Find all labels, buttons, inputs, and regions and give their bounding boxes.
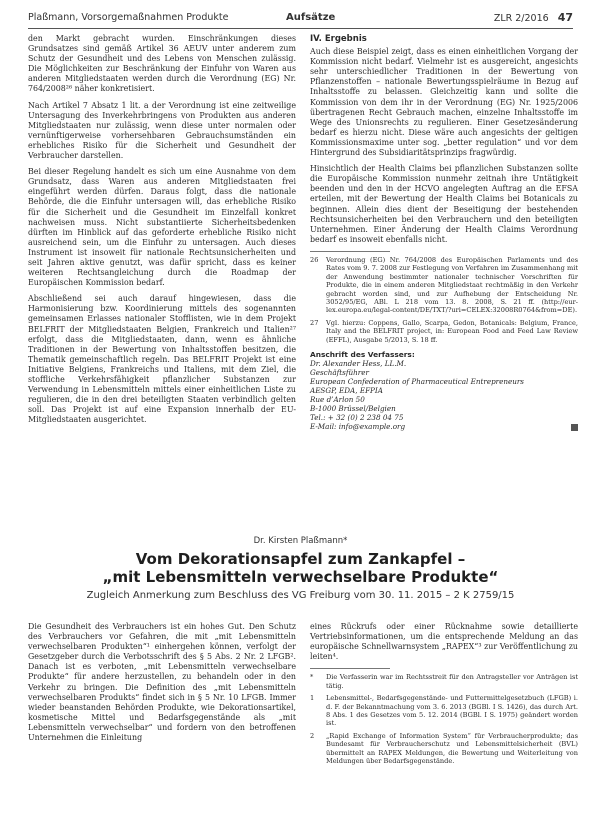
article-subtitle: Zugleich Anmerkung zum Beschluss des VG Freiburg vom 30. 11. 2015 – 2 K 2759/15 xyxy=(86,590,515,601)
footnote-star: * Die Verfasserin war im Rechtsstreit für den Antragsteller vor Anträgen ist tätig. xyxy=(310,673,578,690)
end-of-article-marker xyxy=(571,424,578,431)
address-line: AESGP, EDA, EFPIA xyxy=(310,385,383,395)
address-line: Rue d’Arlon 50 xyxy=(310,394,365,404)
article-title-line-2: „mit Lebensmitteln verwechselbare Produkte“ xyxy=(102,568,499,586)
page-number: 47 xyxy=(557,11,573,24)
address-line: Geschäftsführer xyxy=(310,367,369,377)
paragraph: eines Rückrufs oder einer Rücknahme sowie detaillierte Vertriebsinformationen, um die entsprechende Meldung an das europäische Schnellwarnsystem „RAPEX“³ zur Veröffentlichung zu leiten⁴. xyxy=(310,622,578,662)
article-title-line-1: Vom Dekorationsapfel zum Zankapfel – xyxy=(135,550,466,568)
paragraph: Bei dieser Regelung handelt es sich um eine Ausnahme von dem Grundsatz, dass Waren aus anderen Mitgliedstaaten frei eingeführt werden dürfen. Daraus folgt, dass die nationale Behörde, die die Einfuhr untersagen will, das erhebliche Risiko für die Sicherheit und die Gesundheit im Einzelfall konkret nachweisen muss. Nicht substantiierte Sicherheitsbedenken dürften im Hinblick auf das geforderte erhebliche Risiko nicht ausreichend sein, um die Einfuhr zu untersagen. Auch dieses Instrument ist insoweit für nationale Rechtsunsicherheiten und seit Jahren aktive genutzt, was dafür spricht, dass es keiner weiteren Rechtsangleichung durch die Roadmap der Europäischen Kommission bedarf. xyxy=(28,167,296,288)
paragraph: Abschließend sei auch darauf hingewiesen, dass die Harmonisierung bzw. Koordinierung mittels des sogenannten gemeinsamen Erlasses nationaler Stofflisten, wie in dem Projekt BELFRIT der Mitgliedstaaten Belgien, Frankreich und Italien²⁷ erfolgt, dass die Mitgliedstaaten, dann, wenn es ähnliche Traditionen in der Bewertung von Inhaltsstoffen besitzen, die Thematik gemeinschaftlich regeln. Das BELFRIT Projekt ist eine Initiative Belgiens, Frankreichs und Italiens, mit dem Ziel, die stoffliche Verkehrsfähigkeit pflanzlicher Substanzen zur Verwendung in Lebensmitteln mittels einer einheitlichen Liste zu regulieren, die in den drei beteiligten Staaten verbindlich gelten soll. Das Projekt ist auf eine Expansion innerhalb der EU-Mitgliedstaaten ausgerichtet. xyxy=(28,294,296,425)
author-address xyxy=(310,350,578,431)
column-1-upper xyxy=(28,34,296,431)
article-header xyxy=(28,536,573,601)
section-heading: IV. Ergebnis xyxy=(310,34,367,44)
address-line: B-1000 Brüssel/Belgien xyxy=(310,403,396,413)
paragraph: Nach Artikel 7 Absatz 1 lit. a der Verordnung ist eine zeitweilige Untersagung des Inverkehrbringens von Produkten aus anderen Mitgliedstaaten nur zulässig, wenn diese unter normalen oder vernünftigerweise vorhersehbaren Gebrauchsumständen ein erhebliches Risiko für die Sicherheit und Gesundheit der Verbraucher darstellen. xyxy=(28,100,296,161)
paragraph: Hinsichtlich der Health Claims bei pflanzlichen Substanzen sollte die Europäische Kommission nunmehr zeitnah ihre Untätigkeit beenden und den in der HCVO angelegten Auftrag an die EFSA erteilen, mit der Bewertung der Health Claims bei Botanicals zu beginnen. Allein dies dient der Beseitigung der bestehenden Rechtsunsicherheiten bei den Verbrauchern und den beteiligten Unternehmen. Einer Änderung der Health Claims Verordnung bedarf es insoweit ebenfalls nicht. xyxy=(310,164,578,244)
running-header xyxy=(28,6,573,29)
footnote-27: 27 Vgl. hierzu: Coppens, Gallo, Scarpa, Gedon, Botanicals: Belgium, France, Italy and the BELFRIT project, in: European Food and Feed Law Review (EFFL), Ausgabe 5/2013, S. 18 ff. xyxy=(310,318,578,344)
column-2-lower xyxy=(310,622,578,769)
footnote-1: 1 Lebensmittel-, Bedarfsgegenstände- und Futtermittelgesetzbuch (LFGB) i. d. F. der Bekanntmachung vom 3. 6. 2013 (BGBl. I S. 1426), das durch Art. 8 Abs. 1 des Gesetzes vom 5. 12. 2014 (BGBl. I S. 1975) geändert worden ist. xyxy=(310,694,578,728)
footnote-2: 2 „Rapid Exchange of Information System“ für Verbraucherprodukte; das Bundesamt für Verbraucherschutz und Lebensmittelsicherheit (BVL) übermittelt an RAPEX Meldungen, die Bewertung und Weiterleitung von Meldungen über Bedarfsgegenstände. xyxy=(310,731,578,766)
article-author: Dr. Kirsten Plaßmann* xyxy=(253,536,348,546)
header-issue: ZLR 2/2016 xyxy=(493,13,549,24)
footnote-divider xyxy=(310,668,390,669)
paragraph: Auch diese Beispiel zeigt, dass es einen einheitlichen Vorgang der Kommission nicht bedarf. Vielmehr ist es ausgereicht, angesichts sehr unterschiedlicher Traditionen in der Bewertung von Pflanzenstoffen – nationale Bewertungsspielräume in Bezug auf Inhaltsstoffe zu belassen. Gleichzeitig kann und sollte die Kommission von dem ihr in der Verordnung (EG) Nr. 1925/2006 übertragenen Recht Gebrauch machen, einzelne Inhaltsstoffe im Wege des Unionsrechts zu regulieren. Einer Gesetzesänderung bedarf es hierzu nicht. Diese wäre auch angesichts der geltigen Kommissionsmaxime unter sog. „better regulation“ und vor dem Hintergrund des Subsidiaritätsprinzips fragwürdig. xyxy=(310,47,578,158)
paragraph: Die Gesundheit des Verbrauchers ist ein hohes Gut. Den Schutz des Verbrauchers vor Gefahren, die mit „mit Lebensmitteln verwechselbaren Produkten“¹ einhergehen können, verfolgt der Gesetzgeber durch die Verbotsschrift des § 5 Abs. 2 Nr. 2 LFGB². Danach ist es verboten, „mit Lebensmitteln verwechselbare Produkte“ für andere herzustellen, zu behandeln oder in den Verkehr zu bringen. Die Definition des „mit Lebensmitteln verwechselbaren Produkts“ findet sich in § 5 Nr. 10 LFGB. Immer wieder beanstanden Behörden Produkte, wie Dekorationsartikel, kosmetische Mittel und Bedarfsgegenstände als „mit Lebensmitteln verwechselbar“ und fordern von den betroffenen Unternehmen die Einleitung xyxy=(28,622,296,743)
address-line: Tel.: + 32 (0) 2 238 04 75 xyxy=(310,412,404,422)
address-line: Dr. Alexander Hess, LL.M. xyxy=(310,358,407,368)
header-section: Aufsätze xyxy=(286,12,336,23)
footnote-divider xyxy=(310,251,390,252)
address-email: E-Mail: info@example.org xyxy=(310,421,406,431)
footnote-26: 26 Verordnung (EG) Nr. 764/2008 des Europäischen Parlaments und des Rates vom 9. 7. 2008 zur Festlegung von Verfahren im Zusammenhang mit der Anwendung bestimmter nationaler technischer Vorschriften für Produkte, die in einem anderen Mitgliedstaat rechtmäßig in den Verkehr gebracht worden sind, und zur Aufhebung der Entscheidung Nr. 3052/95/EG, ABl. L 218 vom 13. 8. 2008, S. 21 ff. (http://eur-lex.europa.eu/legal-content/DE/TXT/?uri=CELEX:32008R0764&from=DE). xyxy=(310,255,578,315)
header-journal xyxy=(494,11,573,24)
address-title: Anschrift des Verfassers: xyxy=(310,349,415,359)
column-1-lower xyxy=(28,622,296,749)
paragraph: den Markt gebracht wurden. Einschränkungen dieses Grundsatzes sind gemäß Artikel 36 AEUV unter anderem zum Schutz der Gesundheit und des Lebens von Menschen zulässig. Die Möglichkeiten zur Beschränkung der Einfuhr von Waren aus anderen Mitgliedstaaten werden durch die Verordnung (EG) Nr. 764/2008²⁶ näher konkretisiert. xyxy=(28,34,296,94)
address-line: European Confederation of Pharmaceutical Entrepreneurs xyxy=(310,376,524,386)
header-author-short: Plaßmann, Vorsorgemaßnahmen Produkte xyxy=(28,12,229,23)
column-2-upper xyxy=(310,34,578,431)
